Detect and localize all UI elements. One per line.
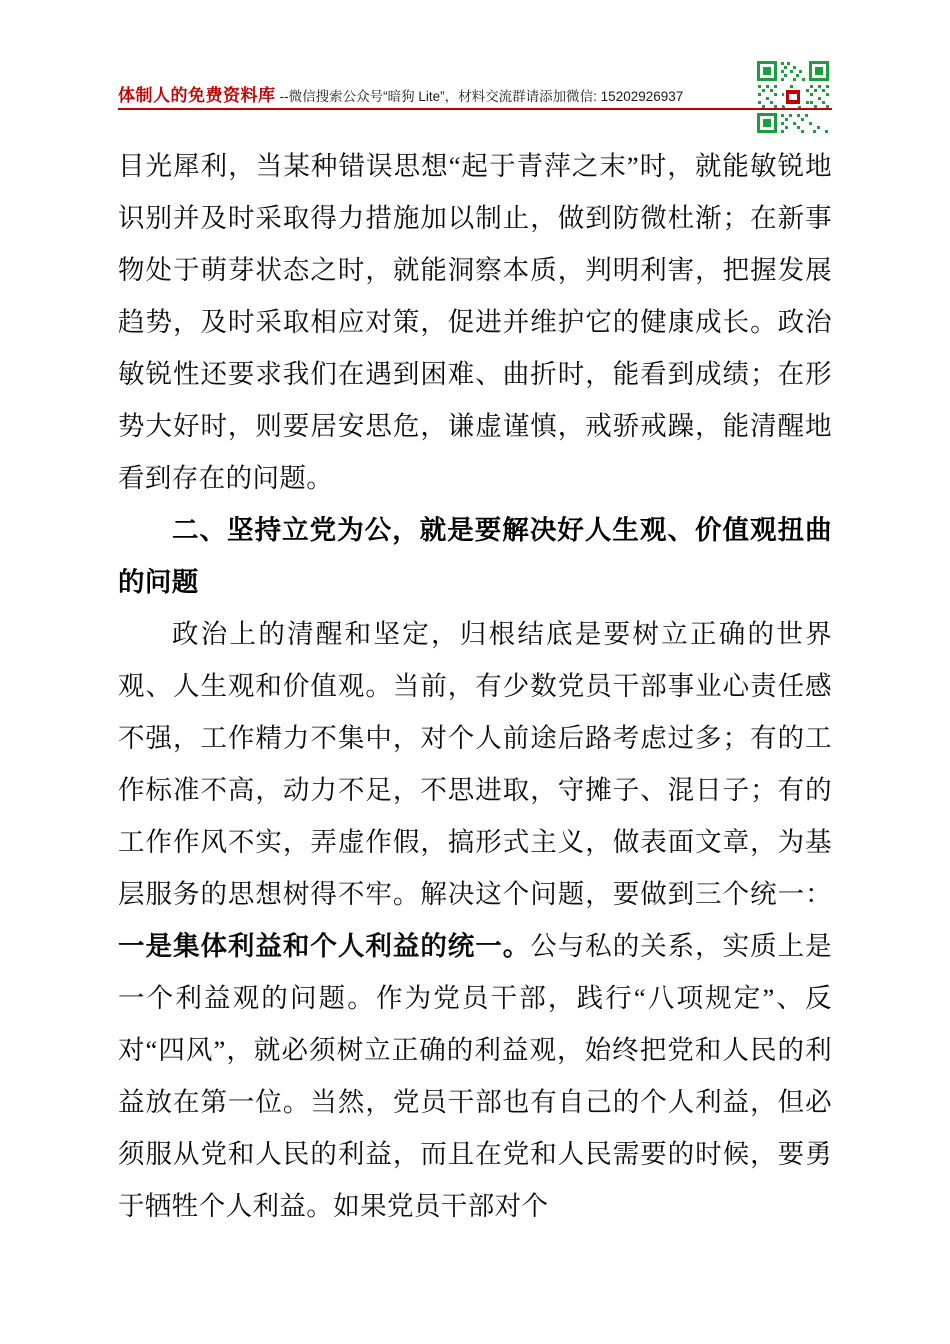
qr-code-icon bbox=[754, 58, 832, 136]
page-header bbox=[118, 0, 832, 118]
paragraph-2-lead: 政治上的清醒和坚定，归根结底是要树立正确的世界观、人生观和价值观。当前，有少数党员干部事业心责任感不强，工作精力不集中，对个人前途后路考虑过多；有的工作标准不高，动力不足，不思进取，守摊子、混日子；有的工作作风不实，弄虚作假，搞形式主义，做表面文章，为基层服务的思想树得不牢。解决这个问题，要做到三个统一： bbox=[118, 619, 832, 909]
document-body bbox=[118, 140, 832, 1232]
paragraph-2-tail: 公与私的关系，实质上是一个利益观的问题。作为党员干部，践行“八项规定”、反对“四风”，就必须树立正确的利益观，始终把党和人民的利益放在第一位。当然，党员干部也有自己的个人利益，但必须服从党和人民的利益，而且在党和人民需要的时候，要勇于牺牲个人利益。如果党员干部对个 bbox=[118, 931, 833, 1221]
site-brand: 体制人的免费资料库 bbox=[118, 86, 276, 105]
section-heading-2: 二、坚持立党为公，就是要解决好人生观、价值观扭曲的问题 bbox=[118, 515, 832, 597]
paragraph-1: 目光犀利，当某种错误思想“起于青萍之末”时，就能敏锐地识别并及时采取得力措施加以制止，做到防微杜渐；在新事物处于萌芽状态之时，就能洞察本质，判明利害，把握发展趋势，及时采取相应对策，促进并维护它的健康成长。政治敏锐性还要求我们在遇到困难、曲折时，能看到成绩；在形势大好时，则要居安思危，谦虚谨慎，戒骄戒躁，能清醒地看到存在的问题。 bbox=[118, 151, 832, 493]
banner-tagline: --微信搜索公众号“暗狗 Lite”，材料交流群请添加微信: 15202926937 bbox=[279, 89, 684, 104]
paragraph-2-bold: 一是集体利益和个人利益的统一。 bbox=[118, 931, 531, 961]
header-divider bbox=[118, 108, 832, 110]
banner-text bbox=[118, 86, 683, 107]
paragraph-2 bbox=[118, 608, 832, 1232]
